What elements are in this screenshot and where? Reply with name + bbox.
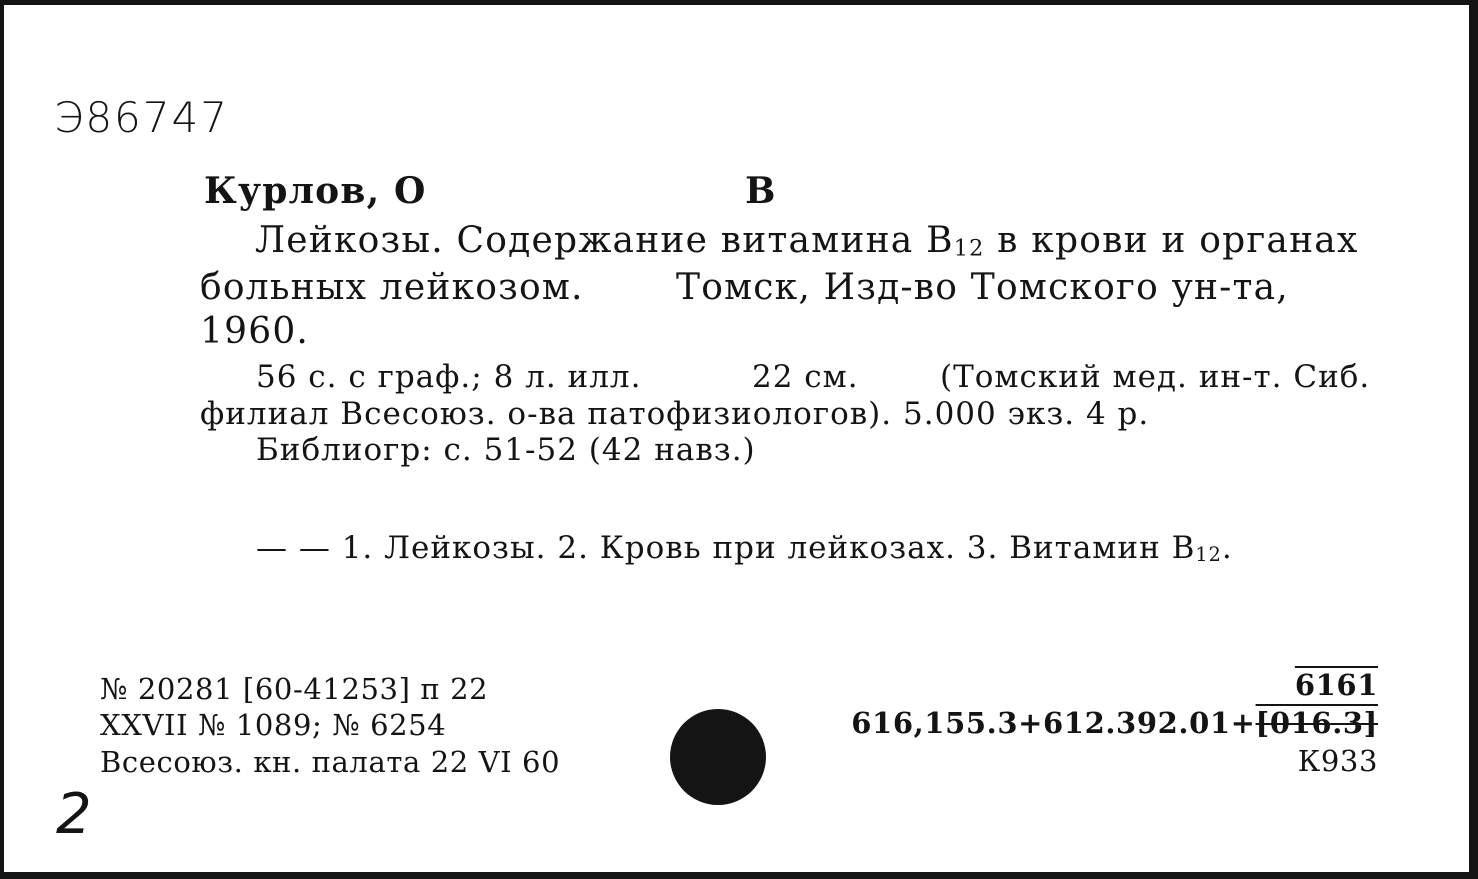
udc-classification-struck: [016.3] (1255, 706, 1378, 740)
title-line-1-text: Лейкозы. Содержание витамина В (255, 220, 954, 261)
description-line-1c: (Томский мед. ин-т. Сиб. (940, 359, 1371, 395)
subject-vitamin-subscript: 12 (1195, 542, 1222, 566)
title-line-1-tail: в крови и органах (984, 220, 1359, 261)
registry-number: № 20281 [60-41253] п 22 (100, 672, 489, 706)
title-line-3: 1960. (200, 311, 310, 352)
inventory-number: Э86747 (54, 93, 229, 142)
author-mark: К933 (1297, 744, 1378, 778)
udc-classification (851, 706, 1378, 740)
book-chamber-date: Всесоюз. кн. палата 22 VI 60 (100, 745, 561, 779)
subject-headings (256, 530, 1233, 566)
handwritten-mark: 2 (56, 782, 94, 847)
title-vitamin-subscript: 12 (953, 235, 985, 262)
description-line-2: филиал Всесоюз. о-ва патофизиологов). 5.000 экз. 4 р. (200, 396, 1150, 432)
punch-hole (670, 709, 766, 805)
description-line-1a: 56 с. с граф.; 8 л. илл. (256, 359, 642, 395)
subject-headings-text: — — 1. Лейкозы. 2. Кровь при лейкозах. 3. Витамин В (256, 530, 1196, 566)
author-surname: Курлов, О (204, 170, 427, 212)
title-line-2a: больных лейкозом. (200, 267, 584, 308)
title-line-2b: Томск, Изд-во Томского ун-та, (676, 267, 1289, 308)
bibliography-note: Библиогр: с. 51-52 (42 навз.) (256, 432, 756, 468)
udc-classification-main: 616,155.3+612.392.01+ (851, 706, 1256, 740)
chronicle-reference: XXVII № 1089; № 6254 (100, 708, 447, 742)
classification-code-top: 6161 (1294, 668, 1378, 702)
description-line-1b: 22 см. (752, 359, 859, 395)
author-initial: В (745, 170, 777, 212)
title-line-1 (255, 220, 1358, 261)
subject-headings-tail: . (1221, 530, 1233, 566)
